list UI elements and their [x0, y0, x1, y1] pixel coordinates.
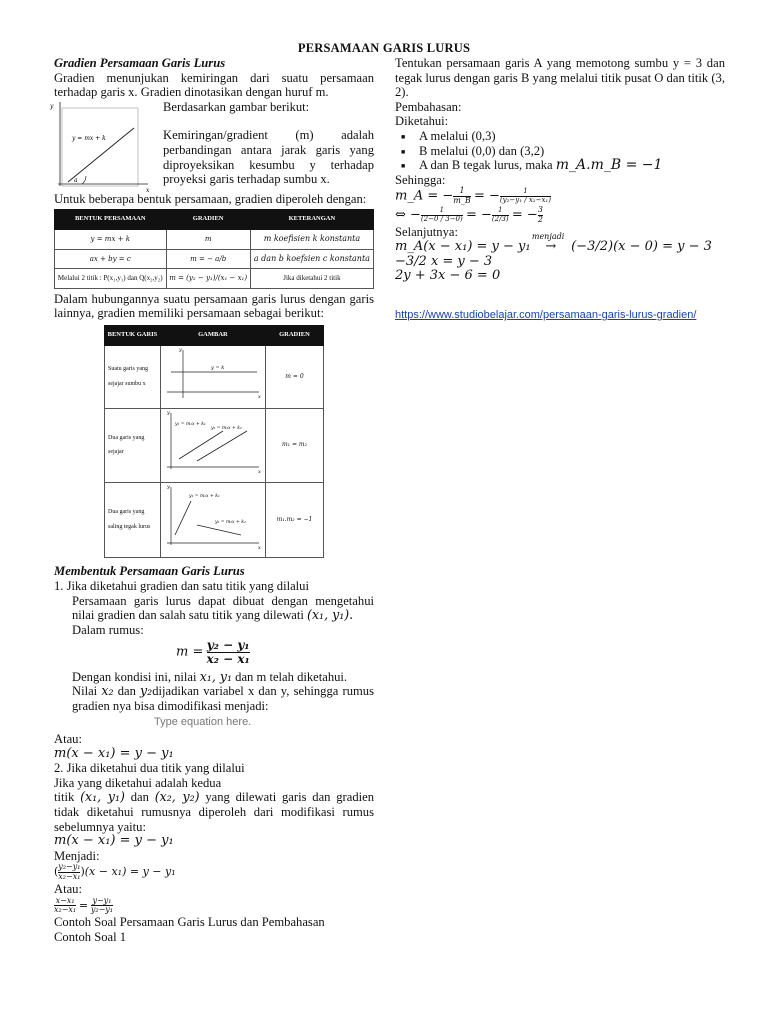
point-2: (x₂, y₂): [154, 789, 200, 805]
t2-header: BENTUK GARIS: [105, 325, 161, 345]
vars-x1y1: x₁, y₁: [199, 668, 233, 684]
label-dalam-rumus: Dalam rumus:: [72, 622, 144, 637]
label-selanjutnya: Selanjutnya:: [395, 224, 458, 239]
parallel-lines-graph: [161, 409, 265, 475]
t2-line-label: y₂ = m₂x + k₂: [214, 519, 246, 525]
paragraph-kemiringan: Kemiringan/gradient (m) adalah perbandingan antara jarak garis yang diproyeksikan kesumbu y terhadap proyeksi garis terhadap sumbu x.: [163, 128, 374, 187]
s2-mid: = −: [466, 207, 492, 223]
equation-line-a-final: 2y + 3x − 6 = 0: [395, 268, 501, 284]
paragraph-bentuk: Untuk beberapa bentuk persamaan, gradien diperoleh dengan:: [54, 191, 367, 206]
eq3-denominator: x₂−x₁: [58, 872, 81, 882]
text-nilai-2: dijadikan variabel x dan y, sehingga rumus gradien nya bisa dimodifikasi menjadi:: [72, 684, 374, 713]
t2-bentuk: Suatu garis yang sejajar sumbu x: [105, 345, 161, 409]
table-row: [55, 229, 374, 249]
t2-header: GRADIEN: [265, 325, 323, 345]
line-graph-figure: [48, 100, 156, 192]
t1-header: BENTUK PERSAMAAN: [55, 210, 167, 230]
label-sehingga: Sehingga:: [395, 172, 446, 187]
t1-cell: a dan b koefsien c konstanta: [250, 249, 373, 269]
fig-axis-x: x: [146, 186, 150, 192]
s2-f1-num: 1: [439, 206, 445, 215]
t2-line-label: y₁ = m₁x + k₁: [174, 422, 206, 428]
paragraph-gradien-intro: Gradien menunjukan kemiringan dari suatu persamaan terhadap garis x. Gradien dinotasikan dengan huruf m.: [54, 70, 374, 100]
paragraph-n2b: yang dilewati garis dan gradien tidak diketahui rumusnya diperoleh dari modifikasi rumus sebelumnya yaitu:: [54, 790, 375, 834]
equation-placeholder[interactable]: Type equation here.: [154, 716, 252, 729]
eq3-numerator: y₂−y₁: [58, 862, 81, 872]
section-heading-gradien: Gradien Persamaan Garis Lurus: [54, 56, 226, 70]
gradient-figure-block: [50, 99, 374, 192]
var-x2: x₂: [101, 683, 114, 699]
arrow-label: menjadi: [531, 232, 565, 242]
table-row: [55, 249, 374, 269]
text-nilai: Nilai: [72, 684, 98, 699]
text-dan: dan: [117, 684, 136, 699]
label-atau: Atau:: [54, 732, 82, 747]
list-item-text: A dan B tegak lurus, maka: [419, 158, 553, 173]
s2-f1-den: (2−0 / 3−0): [420, 214, 463, 223]
fig-line-label: y = mx + k: [72, 134, 106, 142]
t2-axis-y: y: [166, 483, 170, 490]
fig-angle-label: a: [74, 176, 78, 184]
t2-axis-y: y: [166, 410, 170, 417]
t1-cell: m: [166, 229, 250, 249]
t2-gradien: m₁ = m₂: [265, 409, 323, 483]
paragraph-contoh: Contoh Soal Persamaan Garis Lurus dan Pembahasan: [54, 915, 325, 930]
eq4-left-den: x₂−x₁: [54, 905, 77, 915]
s2-f3-den: 2: [537, 214, 543, 224]
paragraph-berdasarkan: Berdasarkan gambar berikut:: [163, 99, 310, 114]
perpendicular-lines-graph: [161, 483, 265, 551]
text-dan: dan: [130, 790, 149, 805]
text-kondisi: Dengan kondisi ini, nilai: [72, 669, 197, 684]
line-relation-table: [104, 325, 324, 558]
t2-gambar: [160, 482, 265, 558]
paragraph-n1-text: Persamaan garis lurus dapat dibuat dengan mengetahui nilai gradien dan salah satu titik yang dilewati: [72, 593, 374, 623]
t2-line-label: y = k: [210, 364, 225, 371]
s1-f1-den: m_B: [453, 196, 471, 206]
eq4-right-num: y−y₁: [92, 895, 112, 905]
equation-slope-a-value: [395, 206, 725, 225]
formula-numerator: y₂ − y₁: [206, 638, 250, 653]
text-kondisi-2: dan m telah diketahui.: [235, 669, 348, 684]
eq4-right-den: y₂−y₁: [90, 905, 114, 915]
t1-cell: Melalui 2 titik : P(x₁,y₁) dan Q(x₂,y₂): [55, 269, 167, 289]
var-y2: y₂: [140, 683, 153, 699]
s1-lhs: m_A = −: [395, 188, 454, 204]
s2-lhs: ⇔ −: [395, 207, 421, 223]
list-item: ■ A melalui (0,3): [419, 129, 725, 144]
perpendicular-condition: m_A.m_B = −1: [555, 157, 663, 174]
arrow-icon: →: [545, 239, 557, 255]
table-row: [105, 409, 324, 483]
equation-point-slope: m(x − x₁) = y − y₁: [54, 745, 174, 761]
t1-header: KETERANGAN: [250, 210, 373, 230]
equation-two-point: ( $\frac{\text{y₂−y₁}}{\text{x₂−x₁}}$ )(x − x₁) = y − y₁: [54, 862, 176, 882]
formula-denominator: x₂ − x₁: [206, 652, 250, 667]
t1-header: GRADIEN: [166, 210, 250, 230]
point-1: (x₁, y₁): [80, 789, 125, 805]
left-column: [50, 56, 375, 944]
t2-gradien: m₁.m₂ = −1: [265, 482, 323, 558]
equation-line-a-2: −3/2 x = y − 3: [395, 253, 493, 269]
gradient-formula: [72, 639, 374, 666]
s1-mid: = −: [473, 188, 500, 204]
source-link[interactable]: https://www.studiobelajar.com/persamaan-garis-lurus-gradien/: [395, 308, 697, 321]
s1-f1-num: 1: [459, 186, 465, 196]
numbered-item-2: 2. Jika diketahui dua titik yang dilalui: [54, 761, 245, 776]
l1-lhs: m_A(x − x₁) = y − y₁: [395, 239, 531, 255]
label-pembahasan: Pembahasan:: [395, 99, 462, 114]
t2-line-label: y₁ = m₁x + k₁: [188, 493, 220, 499]
list-item: ■ B melalui (0,0) dan (3,2): [419, 144, 725, 159]
s1-f2-den: (y₂−y₁ / x₂−x₁): [499, 196, 551, 205]
t2-axis-x: x: [257, 544, 261, 551]
equation-point-slope-2: m(x − x₁) = y − y₁: [54, 833, 174, 849]
t2-gambar: [160, 345, 265, 409]
t2-gradien: m = 0: [265, 345, 323, 409]
label-diketahui: Diketahui:: [395, 114, 449, 129]
t2-bentuk: Dua garis yang sejajar: [105, 409, 161, 483]
table-row: [105, 482, 324, 558]
label-menjadi: Menjadi:: [54, 848, 100, 863]
paragraph-n2a: Jika yang diketahui adalah kedua: [54, 775, 222, 790]
label-atau-2: Atau:: [54, 881, 82, 896]
text-titik: titik: [54, 790, 75, 805]
t2-line-label: y₂ = m₂x + k₂: [210, 426, 242, 432]
t2-axis-x: x: [257, 469, 261, 476]
s2-end: = −: [511, 207, 538, 223]
t1-cell: m = (y₂ − y₁)/(x₁ − x₁): [166, 269, 250, 289]
fig-axis-y: y: [50, 102, 54, 110]
t2-gambar: [160, 409, 265, 483]
page-title: PERSAMAAN GARIS LURUS: [297, 41, 471, 55]
t1-cell: m koefisien k konstanta: [250, 229, 373, 249]
section-heading-membentuk: Membentuk Persamaan Garis Lurus: [54, 564, 245, 579]
numbered-item-1: 1. Jika diketahui gradien dan satu titik yang dilalui: [54, 578, 309, 593]
known-list: [395, 129, 725, 173]
eq4-left-num: x−x₁: [55, 895, 75, 905]
s2-f2-num: 1: [498, 206, 503, 215]
l1-rhs: (−3/2)(x − 0) = y − 3: [571, 239, 712, 255]
t1-cell: m = − a/b: [166, 249, 250, 269]
equation-line-a: [395, 232, 725, 255]
t1-cell: Jika diketahui 2 titik: [250, 269, 373, 289]
gradient-formula-table: [54, 209, 374, 288]
t1-cell: ax + by = c: [55, 249, 167, 269]
s2-f3-num: 3: [537, 204, 543, 214]
problem-statement: Tentukan persamaan garis A yang memotong sumbu y = 3 dan tegak lurus dengan garis B yang melalui titik pusat O dan titik (3, 2).: [395, 56, 725, 100]
formula-m: m =: [176, 644, 204, 660]
t2-bentuk: Dua garis yang saling tegak lurus: [105, 482, 161, 558]
paragraph-n1: [72, 594, 374, 623]
equation-ratio: $\frac{\text{x−x₁}}{\text{x₂−x₁}}$ = $\frac{\text{y−y₁}}{\text{y₂−y₁}}$: [54, 895, 114, 915]
paragraph-contoh-1: Contoh Soal 1: [54, 929, 127, 944]
paragraph-n2a-line: [54, 776, 374, 791]
t2-axis-y: y: [178, 346, 182, 353]
t2-header: GAMBAR: [160, 325, 265, 345]
table-row: [55, 269, 374, 289]
point-x1y1: (x₁, y₁).: [307, 607, 354, 623]
eq3-rest: (x − x₁) = y − y₁: [84, 865, 176, 879]
t2-axis-x: x: [257, 393, 261, 400]
list-item: [419, 158, 725, 173]
paragraph-hubungan: Dalam hubungannya suatu persamaan garis lurus dengan garis lainnya, gradien memiliki persamaan sebagai berikut:: [54, 291, 374, 321]
t1-cell: y = mx + k: [55, 229, 167, 249]
equation-slope-a: [395, 187, 725, 206]
s1-f2-num: 1: [523, 187, 528, 196]
s2-f2-den: (2/3): [491, 214, 509, 223]
parallel-x-graph: [161, 346, 265, 402]
right-column: [395, 56, 725, 323]
table-row: [105, 345, 324, 409]
